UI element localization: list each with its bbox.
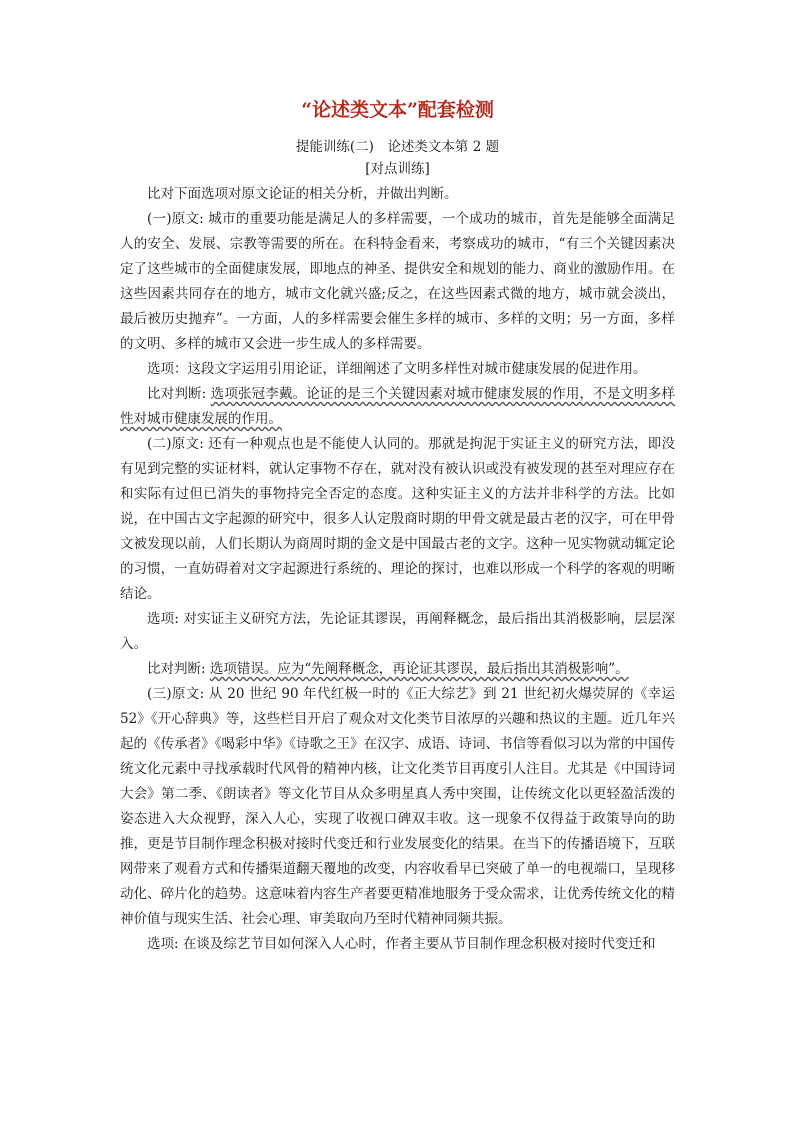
section-1-original: (一)原文: 城市的重要功能是满足人的多样需要，一个成功的城市，首先是能够全面满足人的安全、发展、宗教等需要的所在。在科特金看来，考察成功的城市，“有三个关键因素决定了这些城市的全面健康发展，即地点的神圣、提供安全和规划的能力、商业的激励作用。在这些因素共同存在的地方，城市文化就兴盛;反之，在这些因素式微的地方，城市就会淡出，最后被历史抛弃”。一方面，人的多样需要会催生多样的城市、多样的文明；另一方面，多样的文明、多样的城市又会进一步生成人的多样需要。 — [120, 211, 675, 352]
section-2-original: (二)原文: 还有一种观点也是不能使人认同的。那就是拘泥于实证主义的研究方法，即没有见到完整的实证材料，就认定事物不存在，就对没有被认识或没有被发现的甚至对理应存在和实际有过但已消失的事物持完全否定的态度。这种实证主义的方法并非科学的方法。比如说，在中国古文字起源的研究中，很多人认定殷商时期的甲骨文就是最古老的汉字，可在甲骨文被发现以前，人们长期认为商周时期的金文是中国最古老的文字。这种一见实物就动辄定论的习惯，一直妨碍着对文字起源进行系统的、理论的探讨，也难以形成一个科学的客观的明晰结论。 — [120, 436, 675, 602]
section-2-judgment — [120, 657, 675, 682]
page-title: “论述类文本”配套检测 — [301, 99, 494, 121]
document-page — [120, 96, 675, 957]
section-1-option: 选项：这段文字运用引用论证，详细阐述了文明多样性对城市健康发展的促进作用。 — [147, 361, 647, 377]
section-1-judgment — [120, 382, 675, 432]
judgment-label: 比对判断: — [147, 386, 211, 402]
intro-text: 比对下面选项对原文论证的相关分析，并做出判断。 — [147, 186, 458, 202]
section-2-option: 选项: 对实证主义研究方法，先论证其谬误，再阐释概念，最后指出其消极影响，层层深入。 — [120, 611, 675, 652]
judgment-label: 比对判断: — [147, 661, 210, 677]
section-3-original: (三)原文: 从 20 世纪 90 年代红极一时的《正大综艺》到 21 世纪初火爆荧屏的《幸运 52》《开心辞典》等，这些栏目开启了观众对文化类节目浓厚的兴趣和热议的主题。近几年兴起的《传承者》《喝彩中华》《诗歌之王》在汉字、成语、诗词、书信等看似习以为常的中国传统文化元素中寻找承载时代风骨的精神内核，让文化类节目再度引人注目。尤其是《中国诗词大会》第二季、《朗读者》等文化节目从众多明星真人秀中突围，让传统文化以更轻盈活泼的姿态进入大众视野，深入人心，实现了收视口碑双丰收。这一现象不仅得益于政策导向的助推，更是节目制作理念积极对接时代变迁和行业发展变化的结果。在当下的传播语境下，互联网带来了观看方式和传播渠道翻天覆地的改变，内容收看早已突破了单一的电视端口，呈现移动化、碎片化的趋势。这意味着内容生产者要更精准地服务于受众需求，让优秀传统文化的精神价值与现实生活、社会心理、审美取向乃至时代精神同频共振。 — [120, 686, 675, 927]
section-tag: [对点训练] — [365, 161, 430, 177]
page-subtitle: 提能训练(二) 论述类文本第 2 题 — [295, 139, 500, 155]
judgment-text: 选项错误。应为“先阐释概念，再论证其谬误，最后指出其消极影响”。 — [209, 661, 629, 677]
section-3-option: 选项: 在谈及综艺节目如何深入人心时，作者主要从节目制作理念积极对接时代变迁和 — [147, 936, 656, 952]
judgment-text: 选项张冠李戴。论证的是三个关键因素对城市健康发展的作用，不是文明多样性对城市健康发展的作用。 — [120, 386, 676, 427]
